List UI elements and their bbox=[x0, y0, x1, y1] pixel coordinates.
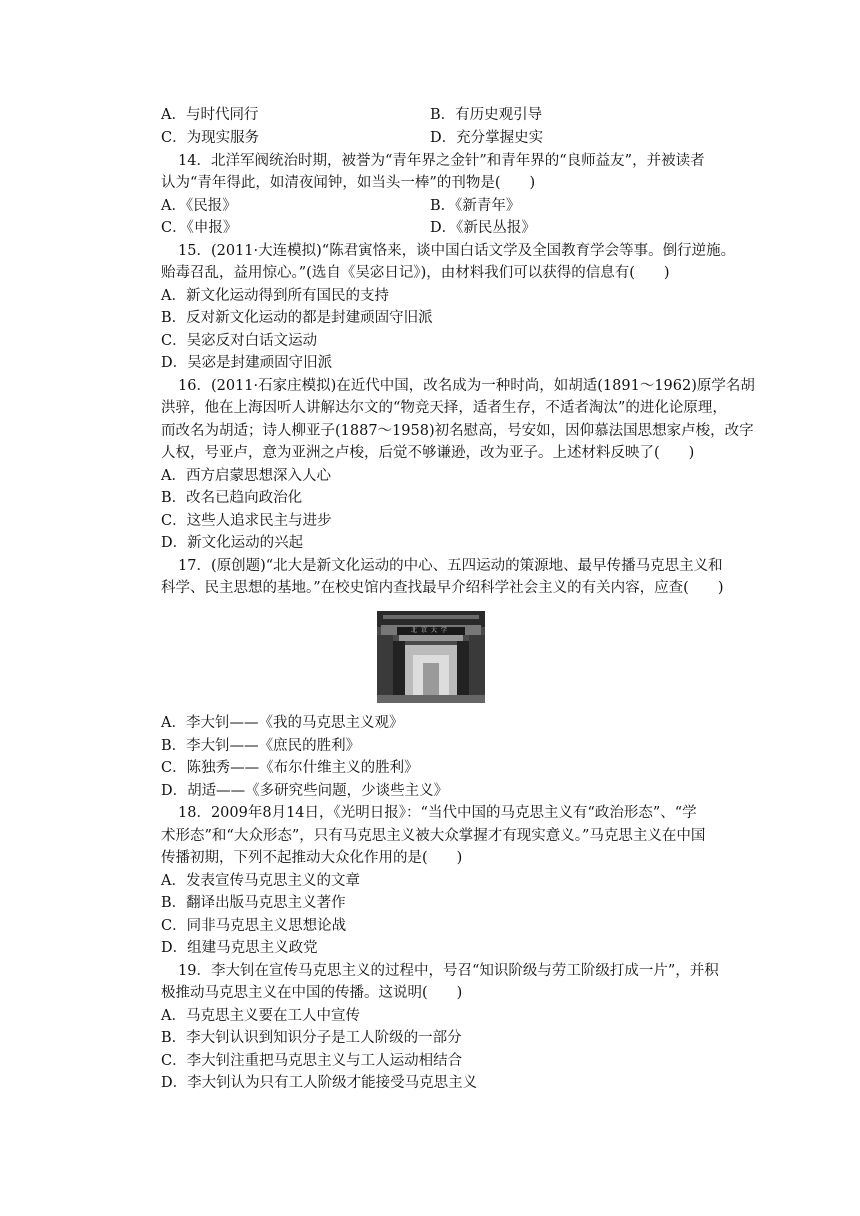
q18-option-c: C．同非马克思主义思想论战 bbox=[161, 918, 347, 934]
q18-option-a: A．发表宣传马克思主义的文章 bbox=[161, 873, 360, 889]
q18-option-d: D．组建马克思主义政党 bbox=[161, 940, 318, 956]
q18-option-b: B．翻译出版马克思主义著作 bbox=[161, 895, 346, 911]
q19-stem-line: 19．李大钊在宣传马克思主义的过程中，号召“知识阶级与劳工阶级打成一片”，并积 bbox=[178, 963, 719, 979]
q17-stem-line: 17．(原创题)“北大是新文化运动的中心、五四运动的策源地、最早传播马克思主义和 bbox=[178, 558, 723, 574]
q14-stem-line: 认为“青年得此，如清夜闻钟，如当头一棒”的刊物是( ) bbox=[161, 175, 536, 191]
gate-illustration bbox=[377, 611, 485, 703]
q18-stem-line: 传播初期，下列不起推动大众化作用的是( ) bbox=[161, 850, 463, 866]
q15-option-b: B．反对新文化运动的都是封建顽固守旧派 bbox=[161, 310, 433, 326]
q15-option-d: D．吴宓是封建顽固守旧派 bbox=[161, 355, 333, 371]
q15-option-a: A．新文化运动得到所有国民的支持 bbox=[161, 288, 389, 304]
q17-option-b: B．李大钊——《庶民的胜利》 bbox=[161, 738, 361, 754]
q16-option-c: C．这些人追求民主与进步 bbox=[161, 513, 332, 529]
q13-option-c: C．为现实服务 bbox=[161, 130, 260, 146]
q16-option-d: D．新文化运动的兴起 bbox=[161, 535, 304, 551]
q19-option-b: B．李大钊认识到知识分子是工人阶级的一部分 bbox=[161, 1030, 462, 1046]
q19-option-a: A．马克思主义要在工人中宣传 bbox=[161, 1008, 360, 1024]
q13-option-d: D．充分掌握史实 bbox=[430, 130, 544, 146]
q16-stem-line: 16．(2011·石家庄模拟)在近代中国，改名成为一种时尚，如胡适(1891～1962)原学名胡 bbox=[178, 378, 755, 394]
q15-option-c: C．吴宓反对白话文运动 bbox=[161, 333, 318, 349]
q17-option-d: D．胡适——《多研究些问题，少谈些主义》 bbox=[161, 783, 449, 799]
q14-option-a: A．《民报》 bbox=[161, 198, 237, 214]
q18-stem-line: 术形态”和“大众形态”，只有马克思主义被大众掌握才有现实意义。”马克思主义在中国 bbox=[161, 828, 706, 844]
q17-option-a: A．李大钊——《我的马克思主义观》 bbox=[161, 715, 404, 731]
q14-option-d: D．《新民丛报》 bbox=[430, 220, 536, 236]
q15-stem-line: 贻毒召乱，益用惊心。”(选自《吴宓日记》)，由材料我们可以获得的信息有( ) bbox=[161, 265, 670, 281]
q13-option-a: A．与时代同行 bbox=[161, 107, 259, 123]
q17-stem-line: 科学、民主思想的基地。”在校史馆内查找最早介绍科学社会主义的有关内容，应查( ) bbox=[161, 580, 724, 596]
q14-stem-line: 14．北洋军阀统治时期，被誉为“青年界之金针”和青年界的“良师益友”，并被读者 bbox=[178, 153, 705, 169]
q16-stem-line: 洪骍，他在上海因听人讲解达尔文的“物竞天择，适者生存，不适者淘汰”的进化论原理， bbox=[161, 400, 727, 416]
q19-option-d: D．李大钊认为只有工人阶级才能接受马克思主义 bbox=[161, 1075, 478, 1091]
q14-option-c: C．《申报》 bbox=[161, 220, 238, 236]
q16-option-a: A．西方启蒙思想深入人心 bbox=[161, 468, 331, 484]
q19-stem-line: 极推动马克思主义在中国的传播。这说明( ) bbox=[161, 985, 463, 1001]
q16-stem-line: 而改名为胡适；诗人柳亚子(1887～1958)初名慰高，号安如，因仰慕法国思想家卢梭，改字 bbox=[161, 423, 754, 439]
q18-stem-line: 18．2009年8月14日，《光明日报》：“当代中国的马克思主义有“政治形态”、“学 bbox=[178, 805, 697, 821]
gate-plaque-text: 北京大学 bbox=[410, 627, 451, 634]
q16-option-b: B．改名已趋向政治化 bbox=[161, 490, 303, 506]
peking-university-gate-photo bbox=[377, 611, 485, 703]
q17-option-c: C．陈独秀——《布尔什维主义的胜利》 bbox=[161, 760, 419, 776]
q16-stem-line: 人权，号亚卢，意为亚洲之卢梭，后觉不够谦逊，改为亚子。上述材料反映了( ) bbox=[161, 445, 695, 461]
q13-option-b: B．有历史观引导 bbox=[430, 107, 543, 123]
q14-option-b: B．《新青年》 bbox=[430, 198, 521, 214]
q15-stem-line: 15．(2011·大连模拟)“陈君寅恪来，谈中国白话文学及全国教育学会等事。倒行逆施。 bbox=[178, 243, 736, 259]
q19-option-c: C．李大钊注重把马克思主义与工人运动相结合 bbox=[161, 1053, 463, 1069]
